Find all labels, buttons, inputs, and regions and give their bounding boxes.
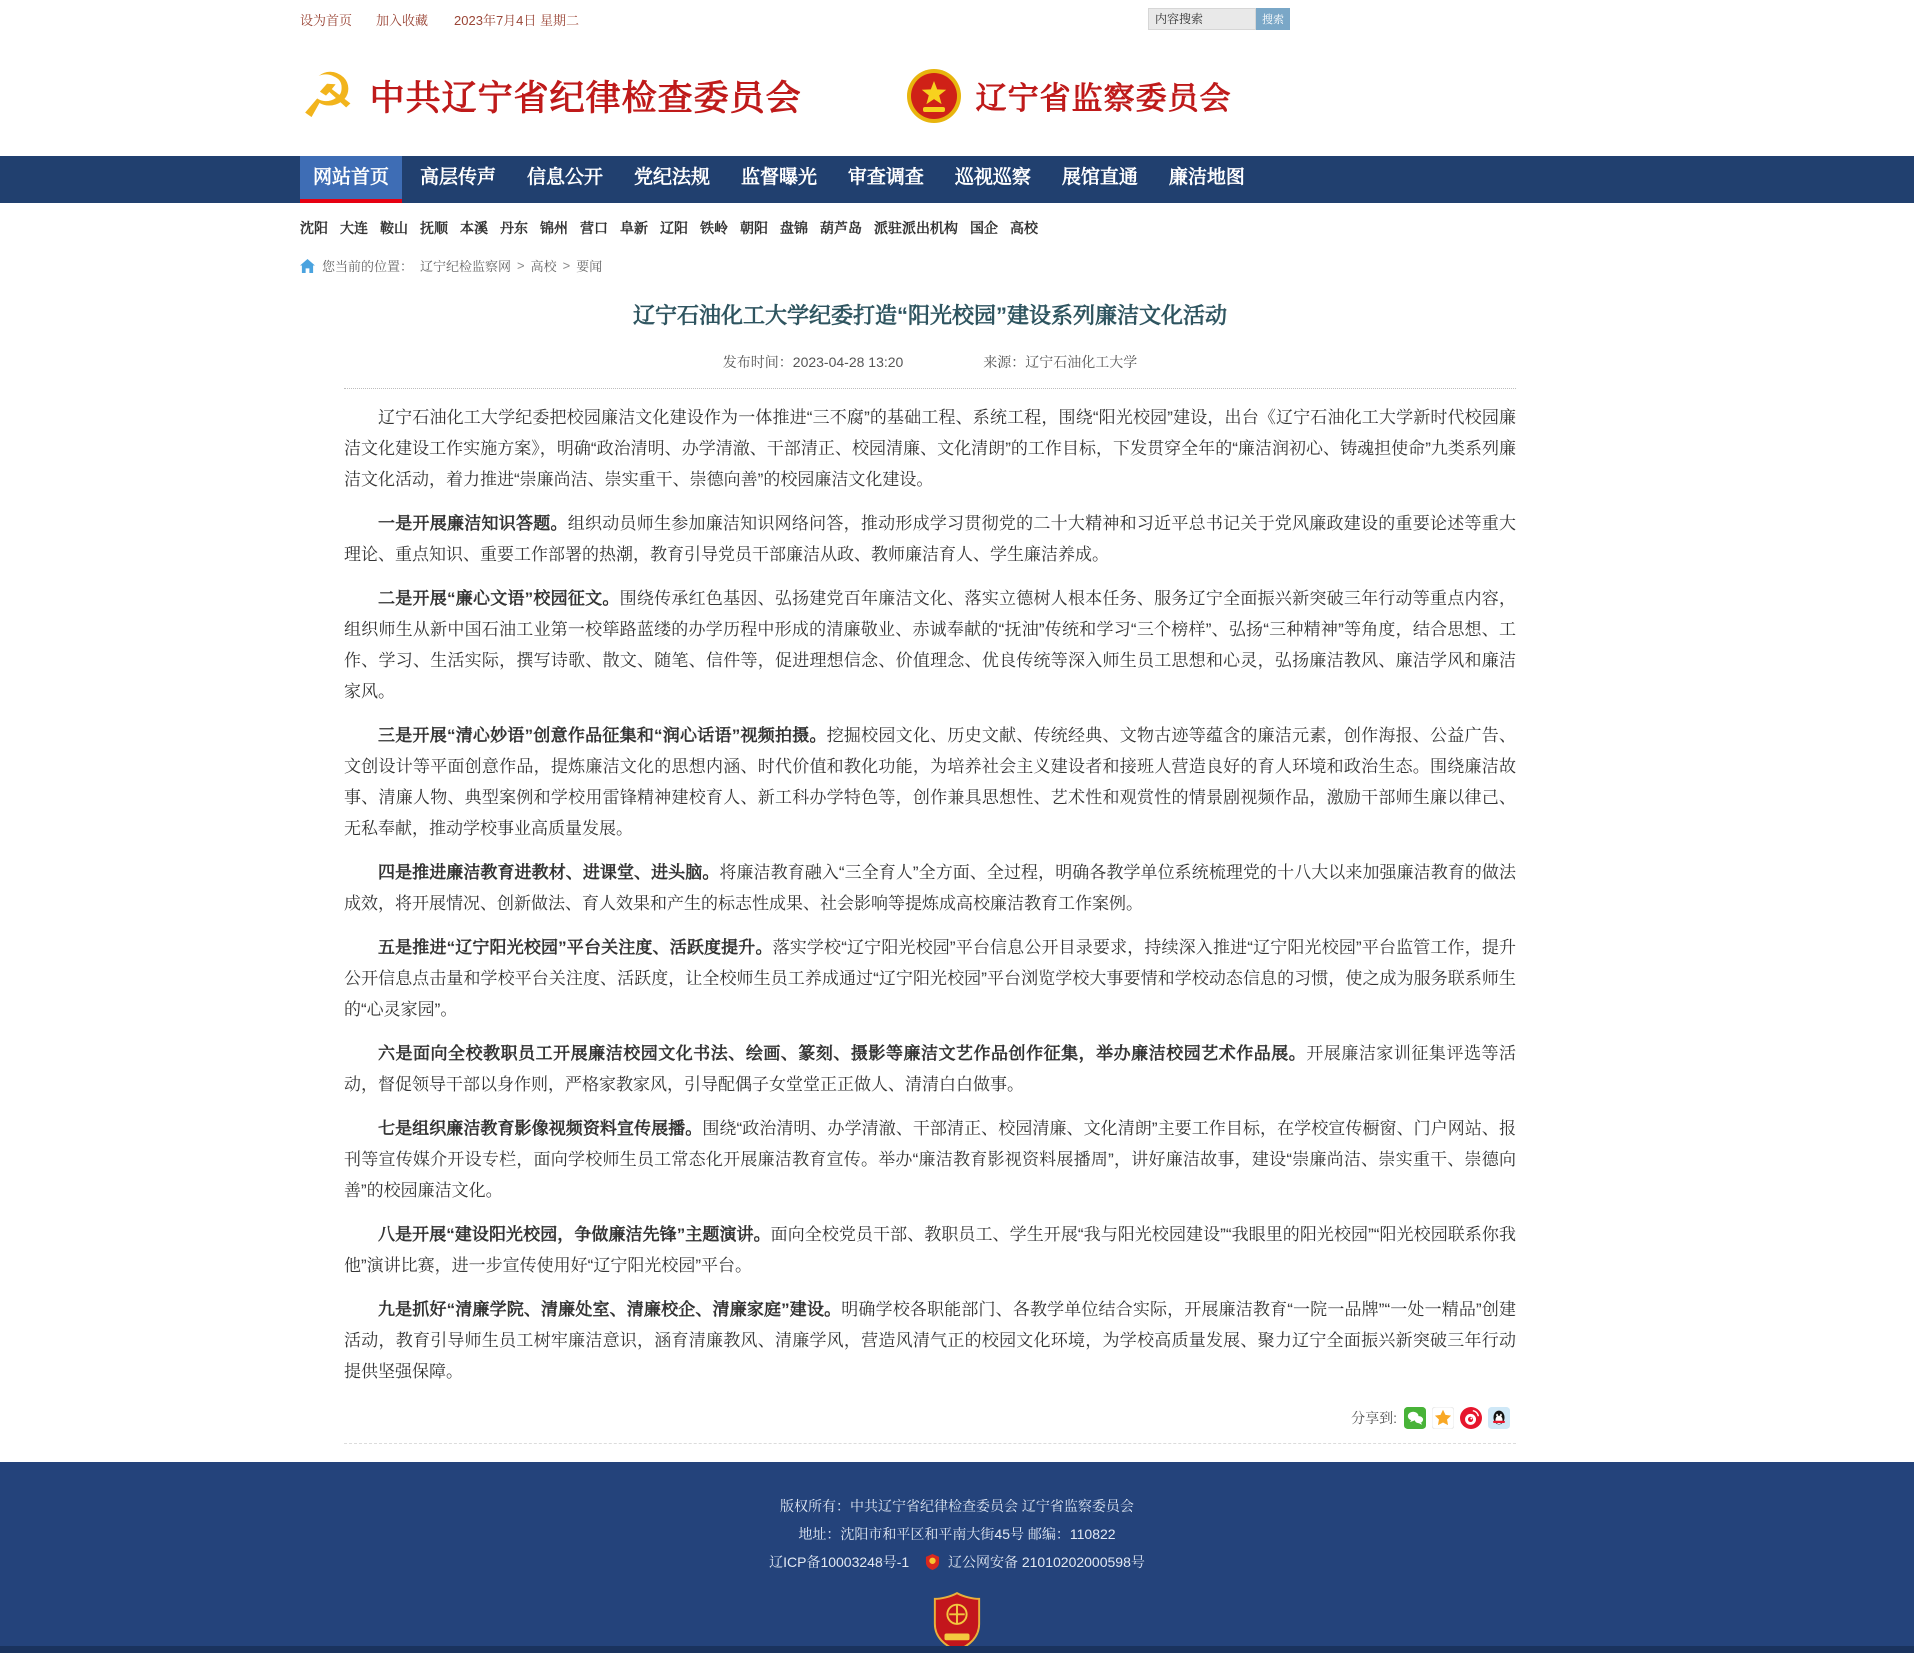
topbar-links (300, 10, 428, 29)
city-link[interactable]: 丹东 (500, 220, 528, 236)
share-qq-icon[interactable] (1488, 1407, 1510, 1429)
city-link[interactable]: 辽阳 (660, 220, 688, 236)
breadcrumb (300, 248, 1914, 287)
topbar-link[interactable]: 设为首页 (300, 12, 353, 28)
share-row (344, 1407, 1510, 1429)
nav-item[interactable]: 廉洁地图 (1168, 167, 1245, 188)
article-body (344, 402, 1516, 1387)
share-weibo-icon[interactable] (1460, 1407, 1482, 1429)
party-emblem-icon: ☭ (300, 58, 356, 132)
search-input[interactable] (1148, 8, 1256, 30)
source-group (983, 354, 1137, 370)
city-link[interactable]: 派驻派出机构 (874, 220, 958, 236)
publish-time-value: 2023-04-28 13:20 (792, 354, 904, 370)
publish-time-label: 发布时间： (722, 354, 793, 370)
site-title-discipline: 中共辽宁省纪律检查委员会 (369, 78, 802, 118)
topbar-link[interactable]: 加入收藏 (376, 12, 429, 28)
article (344, 287, 1516, 1444)
paragraph-lead: 八是开展“建设阳光校园，争做廉洁先锋”主题演讲。 (378, 1225, 771, 1244)
city-link[interactable]: 大连 (340, 220, 368, 236)
article-paragraph: 七是组织廉洁教育影像视频资料宣传展播。围绕“政治清明、办学清澈、干部清正、校园清廉、文化清朗”主要工作目标，在学校宣传橱窗、门户网站、报刊等宣传媒介开设专栏，面向学校师生员工常态化开展廉洁教育宣传。举办“廉洁教育影视资料展播周”，讲好廉洁故事，建设“崇廉尚洁、崇实重干、崇德向善”的校园廉洁文化。 (344, 1119, 1516, 1200)
paragraph-lead: 六是面向全校教职员工开展廉洁校园文化书法、绘画、篆刻、摄影等廉洁文艺作品创作征集，举办廉洁校园艺术作品展。 (378, 1044, 1307, 1063)
nav-menu (300, 156, 1258, 203)
article-divider (344, 1443, 1516, 1444)
article-paragraph: 二是开展“廉心文语”校园征文。围绕传承红色基因、弘扬建党百年廉洁文化、落实立德树人根本任务、服务辽宁全面振兴新突破三年行动等重点内容，组织师生从新中国石油工业第一校筚路蓝缕的办学历程中形成的清廉敬业、赤诚奉献的“抚油”传统和学习“三个榜样”、弘扬“三种精神”等角度，结合思想、工作、学习、生活实际，撰写诗歌、散文、随笔、信件等，促进理想信念、价值理念、优良传统等深入师生员工思想和心灵，弘扬廉洁教风、廉洁学风和廉洁家风。 (344, 589, 1517, 701)
search-box (1148, 8, 1290, 30)
home-icon[interactable] (300, 259, 315, 273)
topbar-inner (300, 0, 1290, 30)
nav-item[interactable]: 审查调查 (847, 167, 924, 188)
nav-item[interactable]: 巡视巡察 (954, 167, 1031, 188)
paragraph-lead: 二是开展“廉心文语”校园征文。 (378, 589, 620, 608)
city-links (300, 218, 1400, 238)
breadcrumb-link[interactable]: 高校 (530, 259, 557, 274)
city-link[interactable]: 国企 (970, 220, 998, 236)
breadcrumb-link[interactable]: 辽宁纪检监察网 (420, 259, 512, 274)
article-paragraph: 九是抓好“清廉学院、清廉处室、清廉校企、清廉家庭”建设。明确学校各职能部门、各教学单位结合实际，开展廉洁教育“一院一品牌”“一处一精品”创建活动，教育引导师生员工树牢廉洁意识，涵育清廉教风、清廉学风，营造风清气正的校园文化环境，为学校高质量发展、聚力辽宁全面振兴新突破三年行动提供坚强保障。 (344, 1300, 1516, 1381)
city-link[interactable]: 高校 (1010, 220, 1038, 236)
site-header (0, 35, 1914, 156)
breadcrumb-separator: > (517, 258, 525, 273)
nav-item[interactable]: 信息公开 (526, 167, 603, 188)
article-paragraph: 六是面向全校教职员工开展廉洁校园文化书法、绘画、篆刻、摄影等廉洁文艺作品创作征集，举办廉洁校园艺术作品展。开展廉洁家训征集评选等活动，督促领导干部以身作则，严格家教家风，引导配偶子女堂堂正正做人、清清白白做事。 (344, 1044, 1516, 1094)
article-paragraph: 辽宁石油化工大学纪委把校园廉洁文化建设作为一体推进“三不腐”的基础工程、系统工程，围绕“阳光校园”建设，出台《辽宁石油化工大学新时代校园廉洁文化建设工作实施方案》，明确“政治清明、办学清澈、干部清正、校园清廉、文化清朗”的工作目标，下发贯穿全年的“廉洁润初心、铸魂担使命”九类系列廉洁文化活动，着力推进“崇廉尚洁、崇实重干、崇德向善”的校园廉洁文化建设。 (344, 408, 1516, 489)
city-link[interactable]: 沈阳 (300, 220, 328, 236)
footer (0, 1462, 1914, 1653)
site-title-supervisory: 辽宁省监察委员会 (975, 81, 1232, 117)
city-link[interactable]: 营口 (580, 220, 608, 236)
article-meta (344, 352, 1516, 389)
breadcrumb-link[interactable]: 要闻 (576, 259, 603, 274)
footer-security-link[interactable]: 辽公网安备 21010202000598号 (947, 1554, 1145, 1570)
city-link[interactable]: 葫芦岛 (820, 220, 862, 236)
footer-copyright: 版权所有：中共辽宁省纪律检查委员会 辽宁省监察委员会 (780, 1498, 1134, 1514)
paragraph-lead: 一是开展廉洁知识答题。 (378, 514, 568, 533)
city-link[interactable]: 朝阳 (740, 220, 768, 236)
article-paragraph: 三是开展“清心妙语”创意作品征集和“润心话语”视频拍摄。挖掘校园文化、历史文献、传统经典、文物古迹等蕴含的廉洁元素，创作海报、公益广告、文创设计等平面创意作品，提炼廉洁文化的思想内涵、时代价值和教化功能，为培养社会主义建设者和接班人营造良好的育人环境和政治生态。围绕廉洁故事、清廉人物、典型案例和学校用雷锋精神建校育人、新工科办学特色等，创作兼具思想性、艺术性和观赏性的情景剧视频作品，激励干部师生廉以律己、无私奉献，推动学校事业高质量发展。 (344, 726, 1516, 838)
topbar (0, 0, 1914, 35)
footer-address: 地址：沈阳市和平区和平南大街45号 邮编：110822 (798, 1526, 1116, 1542)
city-link[interactable]: 铁岭 (700, 220, 728, 236)
breadcrumb-links (420, 256, 602, 275)
paragraph-lead: 四是推进廉洁教育进教材、进课堂、进头脑。 (378, 863, 720, 882)
paragraph-lead: 七是组织廉洁教育影像视频资料宣传展播。 (378, 1119, 703, 1138)
header-inner (300, 35, 1300, 156)
share-label: 分享到: (1351, 1410, 1397, 1426)
city-links-bar (0, 203, 1914, 248)
city-link[interactable]: 抚顺 (420, 220, 448, 236)
security-badge-icon (925, 1551, 940, 1579)
article-paragraph: 八是开展“建设阳光校园，争做廉洁先锋”主题演讲。面向全校党员干部、教职员工、学生开展“我与阳光校园建设”“我眼里的阳光校园”“阳光校园联系你我他”演讲比赛，进一步宣传使用好“辽宁阳光校园”平台。 (344, 1225, 1516, 1275)
city-link[interactable]: 盘锦 (780, 220, 808, 236)
brand-discipline-commission[interactable] (300, 58, 802, 132)
city-link[interactable]: 本溪 (460, 220, 488, 236)
main-nav-bar (0, 156, 1914, 203)
brand-supervisory-committee[interactable] (906, 68, 1232, 124)
paragraph-lead: 三是开展“清心妙语”创意作品征集和“润心话语”视频拍摄。 (378, 726, 827, 745)
publish-time-group (723, 354, 904, 370)
topbar-date: 2023年7月4日 星期二 (454, 12, 580, 28)
breadcrumb-separator: > (562, 258, 571, 273)
footer-icp-link[interactable]: 辽ICP备10003248号-1 (769, 1554, 910, 1570)
paragraph-lead: 五是推进“辽宁阳光校园”平台关注度、活跃度提升。 (378, 938, 773, 957)
search-button[interactable]: 搜索 (1256, 8, 1290, 30)
national-emblem-icon (906, 68, 962, 124)
article-paragraph: 四是推进廉洁教育进教材、进课堂、进头脑。将廉洁教育融入“三全育人”全方面、全过程，明确各教学单位系统梳理党的十八大以来加强廉洁教育的做法成效，将开展情况、创新做法、育人效果和产生的标志性成果、社会影响等提炼成高校廉洁教育工作案例。 (344, 863, 1517, 913)
nav-item[interactable]: 展馆直通 (1061, 167, 1138, 188)
nav-item[interactable]: 监督曝光 (740, 167, 817, 188)
nav-item[interactable]: 网站首页 (300, 156, 402, 203)
share-qzone-icon[interactable] (1432, 1407, 1454, 1429)
breadcrumb-prefix: 您当前的位置： (322, 259, 414, 274)
site-shield-badge (0, 1591, 1914, 1653)
article-paragraph: 五是推进“辽宁阳光校园”平台关注度、活跃度提升。落实学校“辽宁阳光校园”平台信息公开目录要求，持续深入推进“辽宁阳光校园”平台监管工作，提升公开信息点击量和学校平台关注度、活跃度，让全校师生员工养成通过“辽宁阳光校园”平台浏览学校大事要情和学校动态信息的习惯，使之成为服务联系师生的“心灵家园”。 (344, 938, 1516, 1019)
nav-item[interactable]: 高层传声 (419, 167, 496, 188)
footer-bottom-strip (0, 1646, 1914, 1653)
share-icons (1404, 1407, 1510, 1429)
article-paragraph: 一是开展廉洁知识答题。组织动员师生参加廉洁知识网络问答，推动形成学习贯彻党的二十大精神和习近平总书记关于党风廉政建设的重要论述等重大理论、重点知识、重要工作部署的热潮，教育引导党员干部廉洁从政、教师廉洁育人、学生廉洁养成。 (344, 514, 1517, 564)
city-link[interactable]: 锦州 (540, 220, 568, 236)
source-value: 辽宁石油化工大学 (1025, 354, 1138, 370)
source-label: 来源： (983, 354, 1026, 370)
paragraph-lead: 九是抓好“清廉学院、清廉处室、清廉校企、清廉家庭”建设。 (378, 1300, 842, 1319)
footer-icp-line (0, 1548, 1914, 1579)
share-wechat-icon[interactable] (1404, 1407, 1426, 1429)
city-link[interactable]: 鞍山 (380, 220, 408, 236)
nav-item[interactable]: 党纪法规 (633, 167, 710, 188)
article-title: 辽宁石油化工大学纪委打造“阳光校园”建设系列廉洁文化活动 (632, 303, 1227, 328)
city-link[interactable]: 阜新 (620, 220, 648, 236)
